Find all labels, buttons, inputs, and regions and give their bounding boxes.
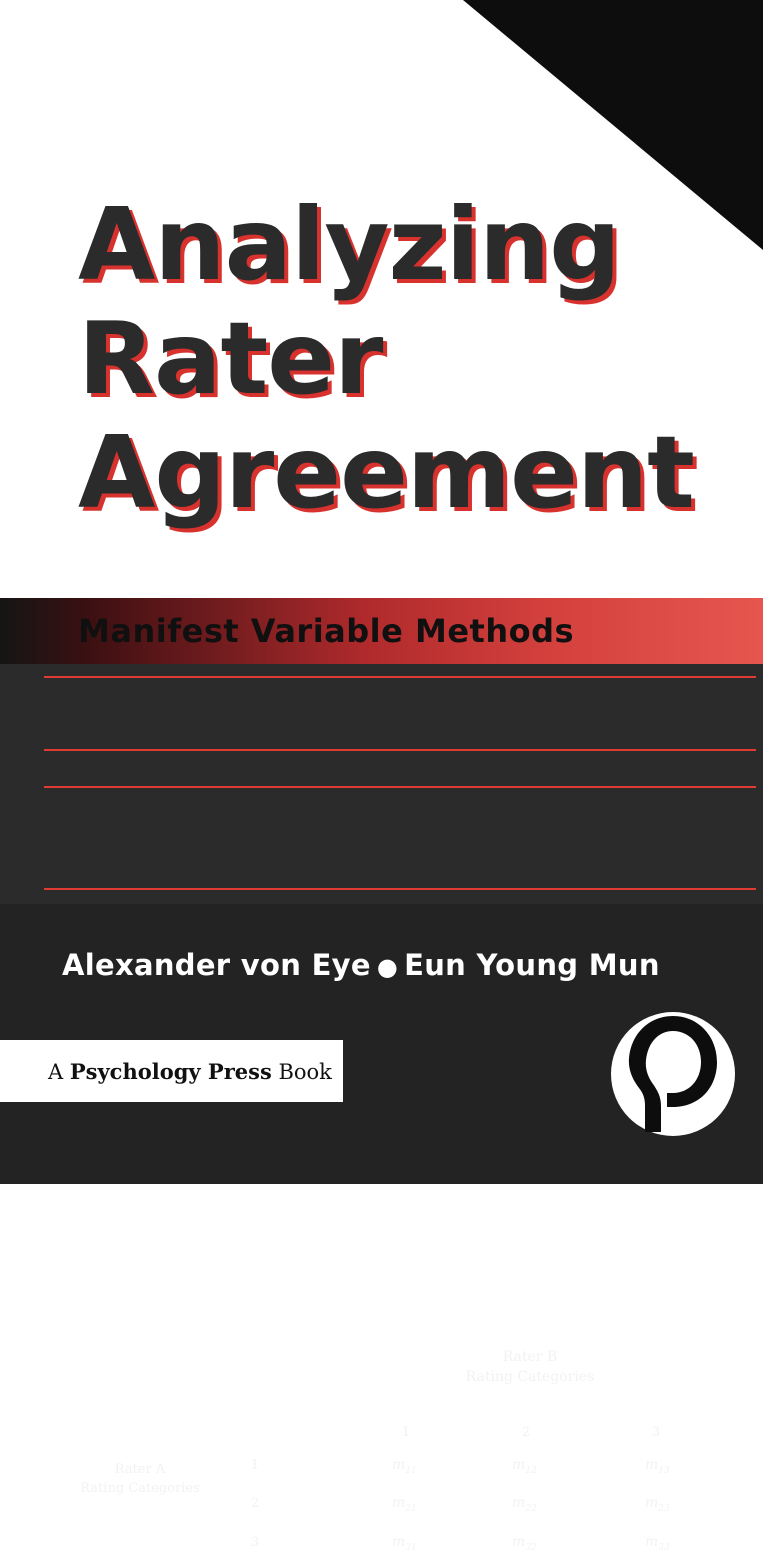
table-cell: $m_{33}$ bbox=[645, 1534, 670, 1553]
column-header-2: 2 bbox=[521, 1425, 531, 1440]
imprint-prefix: A bbox=[48, 1059, 70, 1084]
table-cell: $m_{23}$ bbox=[645, 1495, 670, 1514]
table-cell: $m_{22}$ bbox=[512, 1495, 537, 1514]
book-title bbox=[78, 186, 718, 531]
column-group-label-line2: Rating Categories bbox=[465, 1369, 595, 1386]
table-cell: $m_{11}$ bbox=[392, 1457, 417, 1476]
row-header-3: 3 bbox=[250, 1535, 260, 1550]
column-header-1: 1 bbox=[401, 1425, 411, 1440]
routledge-logo bbox=[609, 1010, 737, 1138]
column-header-3: 3 bbox=[651, 1425, 661, 1440]
title-line-1: Analyzing bbox=[78, 186, 620, 303]
table-cell: $m_{13}$ bbox=[645, 1457, 670, 1476]
table-cell: $m_{12}$ bbox=[512, 1457, 537, 1476]
book-subtitle: Manifest Variable Methods bbox=[78, 612, 575, 650]
table-cell: $m_{32}$ bbox=[512, 1534, 537, 1553]
author-second: Eun Young Mun bbox=[404, 948, 660, 982]
imprint-badge bbox=[0, 1040, 343, 1102]
author-line bbox=[62, 948, 660, 982]
author-separator-icon: ● bbox=[376, 953, 399, 981]
row-header-1: 1 bbox=[250, 1458, 260, 1473]
author-first: Alexander von Eye bbox=[62, 948, 371, 982]
title-line-3: Agreement bbox=[78, 414, 694, 531]
table-cell: $m_{21}$ bbox=[392, 1495, 417, 1514]
row-header-2: 2 bbox=[250, 1496, 260, 1511]
column-group-label-line1: Rater B bbox=[502, 1349, 558, 1365]
imprint-text bbox=[0, 1059, 332, 1084]
row-group-label bbox=[40, 1461, 240, 1499]
column-group-label bbox=[380, 1347, 680, 1388]
table-cell: $m_{31}$ bbox=[392, 1534, 417, 1553]
imprint-suffix: Book bbox=[271, 1059, 332, 1084]
imprint-brand: Psychology Press bbox=[69, 1058, 272, 1084]
row-group-label-line1: Rater A bbox=[114, 1462, 166, 1477]
title-line-2: Rater bbox=[78, 300, 383, 417]
row-group-label-line2: Rating Categories bbox=[80, 1480, 200, 1496]
